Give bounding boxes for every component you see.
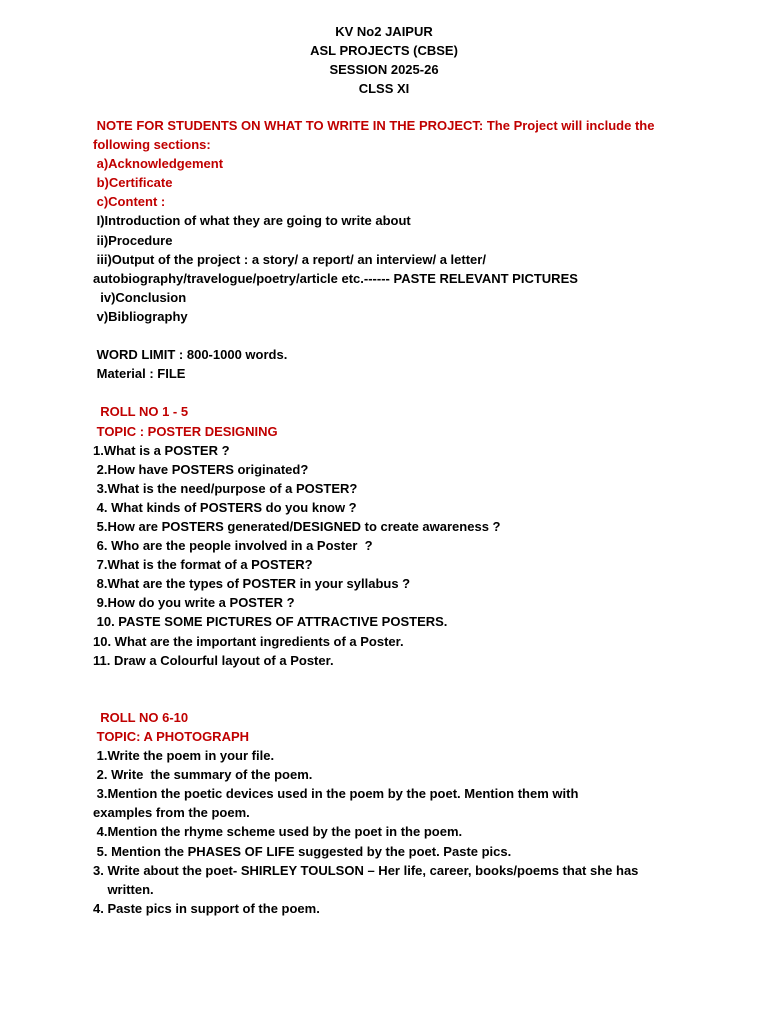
content-item: autobiography/travelogue/poetry/article etc.------ PASTE RELEVANT PICTURES [93,270,578,286]
question-item: 1.What is a POSTER ? [93,442,230,458]
roll-heading-2: ROLL NO 6-10 [93,709,189,725]
content-item: v)Bibliography [93,308,188,324]
question-item: 10. PASTE SOME PICTURES OF ATTRACTIVE POSTERS. [93,614,448,630]
question-item: 3. Write about the poet- SHIRLEY TOULSON – Her life, career, books/poems that she has [93,862,639,878]
topic-heading-1: TOPIC : POSTER DESIGNING [93,423,278,439]
section-item: b)Certificate [93,175,173,191]
question-item: written. [93,881,154,897]
content-item: I)Introduction of what they are going to write about [93,213,411,229]
school-name: KV No2 JAIPUR [335,24,433,39]
content-item: ii)Procedure [93,232,173,248]
question-item: 9.How do you write a POSTER ? [93,595,295,611]
question-item: 11. Draw a Colourful layout of a Poster. [93,652,334,668]
spacer [93,326,668,345]
question-item: 8.What are the types of POSTER in your syllabus ? [93,576,411,592]
question-item: 2. Write the summary of the poem. [93,767,313,783]
section-item: a)Acknowledgement [93,156,224,172]
question-item: 1.Write the poem in your file. [93,748,275,764]
question-item: 2.How have POSTERS originated? [93,461,309,477]
topic-heading-2: TOPIC: A PHOTOGRAPH [93,729,250,744]
question-item: 3.What is the need/purpose of a POSTER? [93,480,358,496]
question-item: examples from the poem. [93,805,250,821]
spacer [93,383,668,402]
class-label: CLSS XI [358,81,410,96]
question-item: 7.What is the format of a POSTER? [93,557,313,573]
material: Material : FILE [93,366,186,382]
note-heading-line-1: NOTE FOR STUDENTS ON WHAT TO WRITE IN THE PROJECT: The Project will include the [93,118,655,133]
content-item: iv)Conclusion [93,289,187,305]
question-item: 5. Mention the PHASES OF LIFE suggested by the poet. Paste pics. [93,843,512,859]
question-item: 4.Mention the rhyme scheme used by the poet in the poem. [93,824,463,840]
content-item: iii)Output of the project : a story/ a report/ an interview/ a letter/ [93,251,486,267]
note-heading-line-2: following sections: [93,137,211,153]
question-item: 10. What are the important ingredients of a Poster. [93,633,404,649]
question-item: 4. What kinds of POSTERS do you know ? [93,499,357,515]
question-item: 3.Mention the poetic devices used in the poem by the poet. Mention them with [93,786,579,802]
question-item: 4. Paste pics in support of the poem. [93,900,320,916]
roll-heading-1: ROLL NO 1 - 5 [93,404,189,420]
document-body [93,116,668,918]
document-header [0,22,768,98]
section-item: c)Content : [93,194,166,210]
spacer [93,670,668,708]
question-item: 6. Who are the people involved in a Poster ? [93,538,373,554]
session-label: SESSION 2025-26 [329,62,439,77]
question-item: 5.How are POSTERS generated/DESIGNED to create awareness ? [93,518,501,534]
project-title: ASL PROJECTS (CBSE) [310,43,458,58]
word-limit: WORD LIMIT : 800-1000 words. [93,347,288,363]
